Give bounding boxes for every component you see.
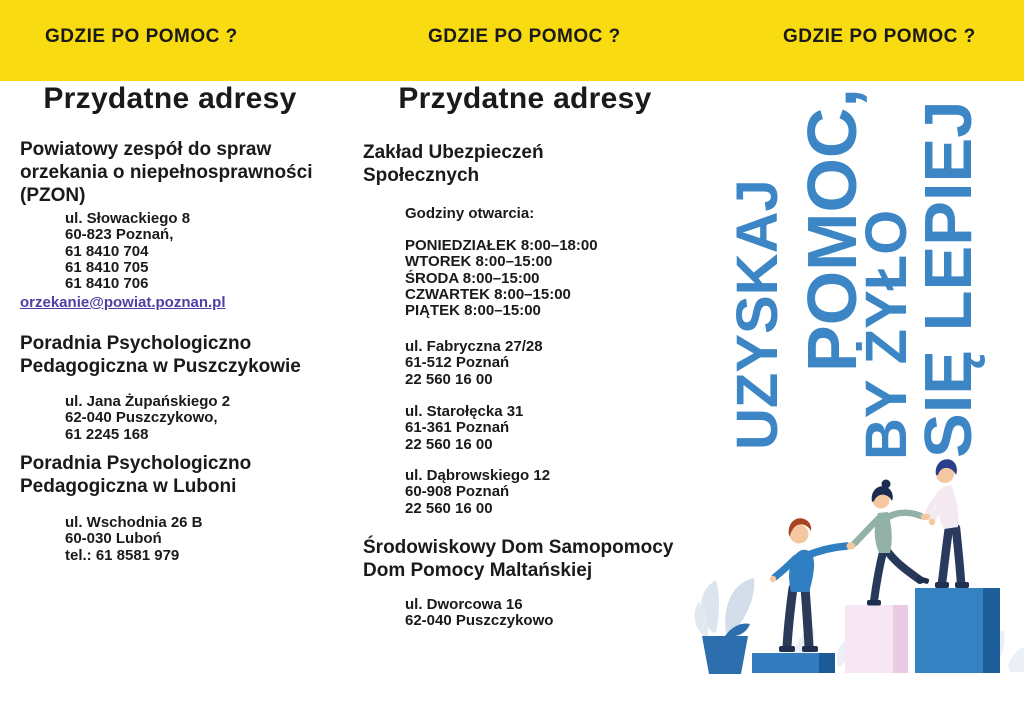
slogan-word-uzyskaj: UZYSKAJ (725, 179, 790, 450)
middle-page-title: Przydatne adresy (398, 82, 652, 115)
slogan-word-sie-lepiej: SIĘ LEPIEJ (911, 100, 986, 458)
org-name-sds (363, 536, 673, 582)
address-zus-starolecka (405, 404, 523, 453)
address-line: ul. Fabryczna 27/28 (405, 338, 543, 355)
banner-title-right: GDZIE PO POMOC ? (783, 26, 976, 47)
address-line: 60-030 Luboń (65, 530, 162, 548)
address-line: tel.: 61 8581 979 (65, 546, 180, 564)
address-line: ul. Wschodnia 26 B (65, 514, 203, 531)
address-line: 22 560 16 00 (405, 370, 493, 388)
address-line: ul. Słowackiego 8 (65, 210, 191, 227)
slogan-word-pomoc: POMOC, (793, 88, 871, 372)
org-name-line: Pedagogiczna w Luboni (20, 476, 237, 497)
address-line: 61 2245 168 (65, 425, 149, 443)
opening-hours-line: ŚRODA 8:00–15:00 (405, 269, 540, 287)
address-line: 61 8410 705 (65, 258, 149, 276)
person-right (924, 459, 969, 588)
address-poradnia-lubon (65, 515, 203, 564)
address-line: 62-040 Puszczykowo (405, 612, 554, 630)
opening-hours-line: PONIEDZIAŁEK 8:00–18:00 (405, 237, 598, 254)
org-name-line: Dom Pomocy Maltańskiej (363, 560, 593, 581)
address-line: 22 560 16 00 (405, 435, 493, 453)
opening-hours-line: PIĄTEK 8:00–15:00 (405, 302, 541, 320)
org-name-poradnia-lubon (20, 452, 251, 498)
email-link[interactable]: orzekanie@powiat.poznan.pl (20, 294, 226, 311)
org-name-line: Zakład Ubezpieczeń (363, 142, 544, 163)
org-name-line: (PZON) (20, 185, 86, 206)
address-line: 61-512 Poznań (405, 354, 510, 372)
address-line: 60-908 Poznań (405, 483, 510, 501)
banner-title-center: GDZIE PO POMOC ? (428, 26, 621, 47)
address-line: 61-361 Poznań (405, 419, 510, 437)
address-line: 61 8410 706 (65, 275, 149, 293)
address-pzon (65, 211, 190, 292)
org-name-pzon (20, 138, 312, 207)
address-line: 61 8410 704 (65, 242, 149, 260)
people-climbing-steps-illustration (690, 440, 1024, 724)
opening-hours-label: Godziny otwarcia: (405, 205, 535, 222)
address-line: ul. Starołęcka 31 (405, 403, 524, 420)
slogan-word-by-zylo: BY ŻYŁO (854, 209, 919, 460)
org-name-line: orzekania o niepełnosprawności (20, 162, 313, 183)
left-page-title: Przydatne adresy (43, 82, 297, 115)
address-sds (405, 597, 553, 630)
address-line: ul. Dąbrowskiego 12 (405, 467, 551, 484)
org-name-zus (363, 141, 544, 187)
address-line: ul. Dworcowa 16 (405, 596, 523, 613)
opening-hours-line: CZWARTEK 8:00–15:00 (405, 285, 571, 303)
person-left (770, 518, 854, 652)
org-name-poradnia-puszczykowo (20, 332, 301, 378)
person-middle (849, 480, 930, 606)
address-zus-dabrowskiego (405, 468, 550, 517)
opening-hours-list (405, 238, 598, 319)
address-line: 62-040 Puszczykowo, (65, 409, 218, 427)
potted-plant-icon (694, 578, 754, 674)
opening-hours-line: WTOREK 8:00–15:00 (405, 253, 553, 271)
org-name-line: Środowiskowy Dom Samopomocy (363, 537, 674, 558)
address-line: 60-823 Poznań, (65, 226, 174, 244)
org-name-line: Powiatowy zespół do spraw (20, 139, 272, 160)
address-line: 22 560 16 00 (405, 499, 493, 517)
org-name-line: Społecznych (363, 165, 480, 186)
address-line: ul. Jana Żupańskiego 2 (65, 393, 231, 410)
address-zus-fabryczna (405, 339, 543, 388)
org-name-line: Pedagogiczna w Puszczykowie (20, 356, 301, 377)
org-name-line: Poradnia Psychologiczno (20, 453, 252, 474)
org-name-line: Poradnia Psychologiczno (20, 333, 252, 354)
address-poradnia-puszczykowo (65, 394, 230, 443)
banner-title-left: GDZIE PO POMOC ? (45, 26, 238, 47)
banner (0, 0, 1024, 81)
